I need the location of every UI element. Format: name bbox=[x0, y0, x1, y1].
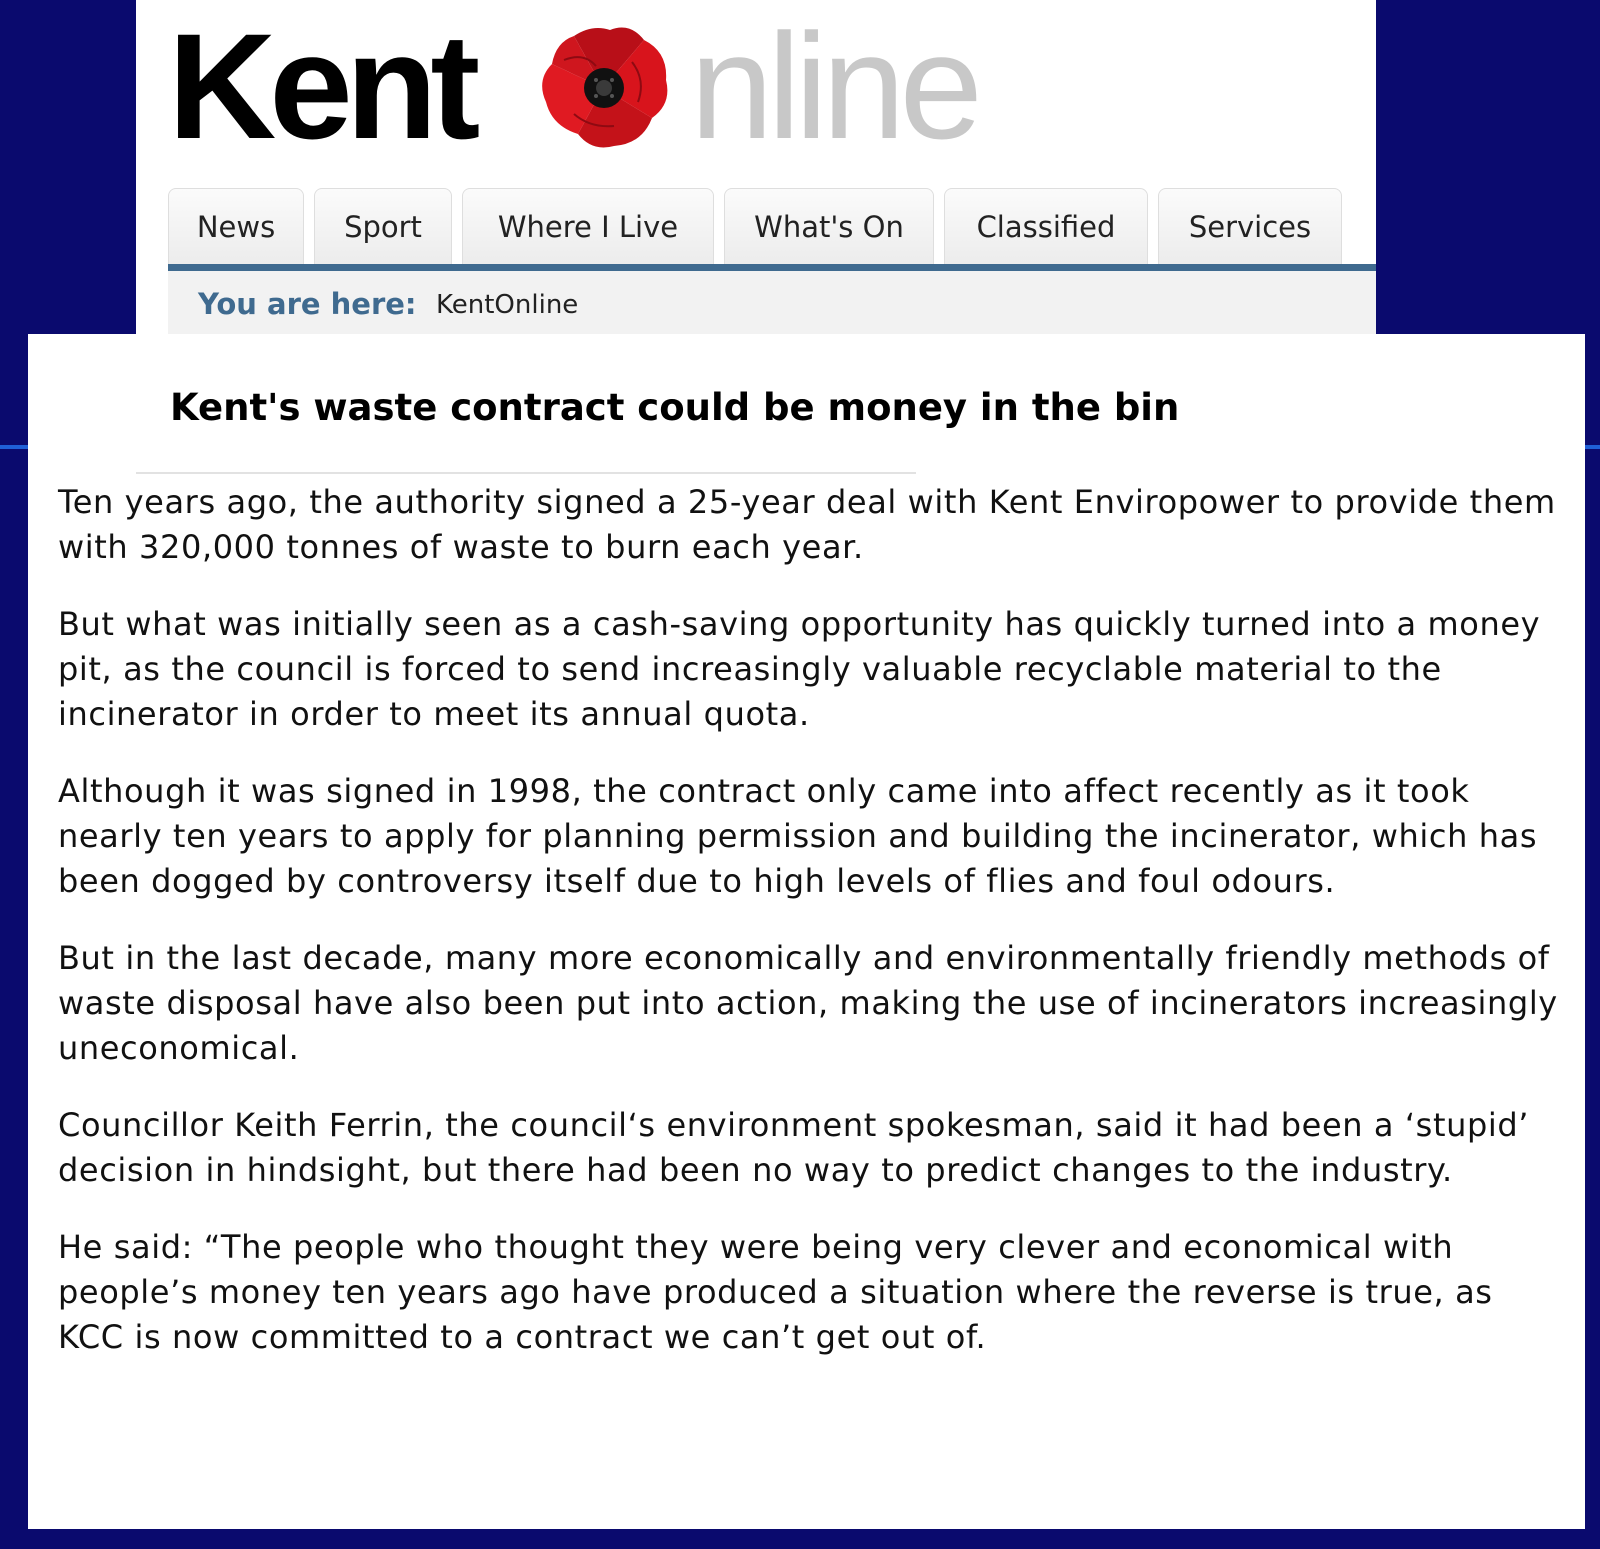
logo-text-online: nline bbox=[690, 2, 977, 170]
site-header bbox=[136, 0, 1376, 360]
article-paragraph: He said: “The people who thought they were being very clever and economical with people’s money ten years ago have produced a situation where the reverse is true, as KCC is now committed to a contract we can’t get out of. bbox=[58, 1228, 1493, 1356]
breadcrumb-label: You are here: bbox=[198, 287, 417, 321]
article-paragraph: But in the last decade, many more economically and environmentally friendly methods of waste disposal have also been put into action, making the use of incinerators increasingly uneconomical. bbox=[58, 939, 1558, 1067]
logo-text-kent: Kent bbox=[168, 2, 474, 170]
headline-divider bbox=[136, 472, 916, 474]
article-paragraph: Ten years ago, the authority signed a 25-year deal with Kent Enviropower to provide them with 320,000 tonnes of waste to burn each year. bbox=[58, 483, 1556, 566]
article-paragraph: Although it was signed in 1998, the contract only came into affect recently as it took nearly ten years to apply for planning permission and building the incinerator, which has been dogged by controversy itself due to high levels of flies and foul odours. bbox=[58, 772, 1538, 900]
tab-services[interactable]: Services bbox=[1158, 188, 1342, 264]
tab-news[interactable]: News bbox=[168, 188, 304, 264]
tab-classified[interactable]: Classified bbox=[944, 188, 1148, 264]
article bbox=[28, 334, 1585, 1529]
article-paragraph: Councillor Keith Ferrin, the council‘s environment spokesman, said it had been a ‘stupid’ decision in hindsight, but there had been no way to predict changes to the industry. bbox=[58, 1106, 1530, 1189]
article-body bbox=[58, 480, 1568, 1392]
tab-sport[interactable]: Sport bbox=[314, 188, 452, 264]
kentonline-logo[interactable] bbox=[168, 2, 977, 170]
tab-whats-on[interactable]: What's On bbox=[724, 188, 934, 264]
main-nav bbox=[168, 188, 1376, 264]
tab-where-i-live[interactable]: Where I Live bbox=[462, 188, 714, 264]
article-headline: Kent's waste contract could be money in the bin bbox=[170, 386, 1180, 429]
nav-divider bbox=[168, 264, 1376, 271]
breadcrumb-link-kentonline[interactable]: KentOnline bbox=[436, 290, 579, 320]
poppy-icon bbox=[534, 22, 672, 152]
article-paragraph: But what was initially seen as a cash-saving opportunity has quickly turned into a money pit, as the council is forced to send increasingly valuable recyclable material to the incinerator in order to meet its annual quota. bbox=[58, 605, 1541, 733]
